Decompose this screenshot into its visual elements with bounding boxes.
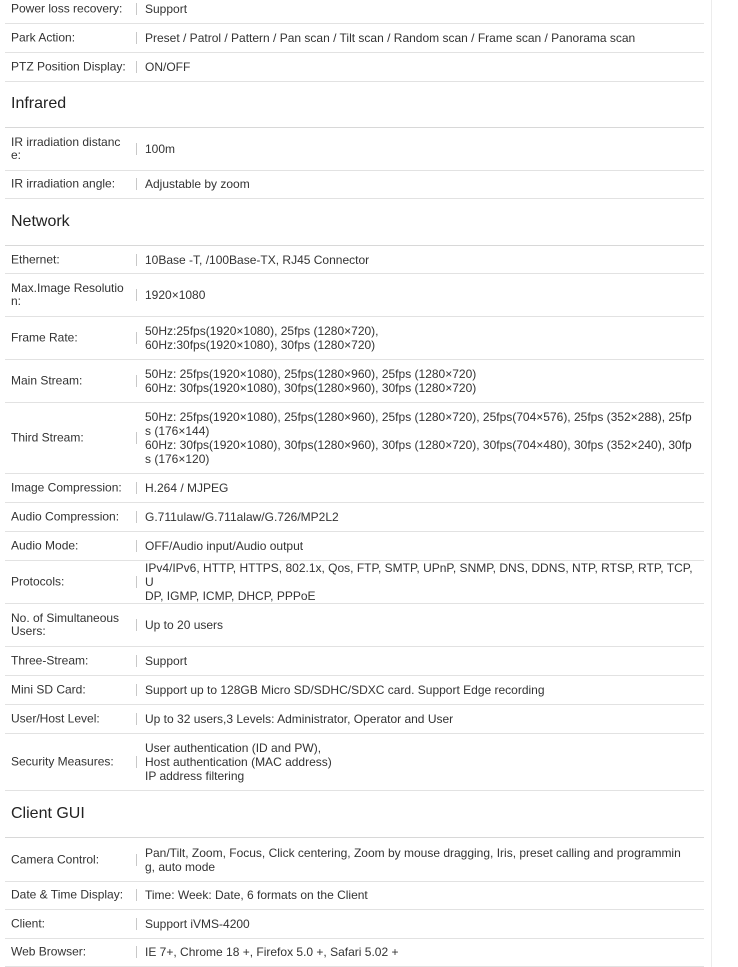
spec-label: Max.Image Resolutio n:: [11, 280, 124, 308]
column-divider: [136, 655, 137, 667]
spec-row: [5, 704, 704, 734]
column-divider: [136, 889, 137, 901]
column-divider: [136, 3, 137, 15]
column-divider: [136, 918, 137, 930]
spec-label: Main Stream:: [11, 373, 83, 387]
spec-label: Audio Compression:: [11, 509, 120, 523]
spec-row: [5, 733, 704, 791]
column-divider: [136, 854, 137, 866]
spec-row: [5, 560, 704, 604]
spec-value: 1920×1080: [145, 287, 206, 302]
spec-row: [5, 52, 704, 82]
spec-label: Security Measures:: [11, 754, 114, 768]
column-divider: [136, 178, 137, 190]
spec-label: Three-Stream:: [11, 653, 89, 667]
spec-row: [5, 838, 704, 882]
column-divider: [136, 254, 137, 266]
column-divider: [136, 684, 137, 696]
spec-row: [5, 246, 704, 274]
spec-label: IR irradiation distanc e:: [11, 135, 121, 162]
spec-label: Mini SD Card:: [11, 682, 86, 696]
spec-row: [5, 170, 704, 199]
spec-row: [5, 531, 704, 561]
spec-label: Third Stream:: [11, 430, 84, 444]
spec-label: Park Action:: [11, 30, 76, 44]
spec-label: Frame Rate:: [11, 330, 78, 344]
spec-label: Client:: [11, 916, 46, 930]
spec-row: [5, 402, 704, 474]
section-title-network: Network: [11, 213, 70, 230]
column-divider: [136, 32, 137, 44]
spec-row: [5, 128, 704, 171]
spec-label: No. of Simultaneous Users:: [11, 610, 120, 638]
spec-value: Support iVMS-4200: [145, 916, 250, 931]
spec-value: 10Base -T, /100Base-TX, RJ45 Connector: [145, 252, 370, 267]
column-divider: [136, 713, 137, 725]
column-divider: [136, 576, 137, 588]
spec-value: G.711ulaw/G.711alaw/G.726/MP2L2: [145, 509, 339, 524]
spec-row: [5, 909, 704, 939]
spec-value: ON/OFF: [145, 59, 191, 74]
spec-value: Pan/Tilt, Zoom, Focus, Click centering, Zoom by mouse dragging, Iris, preset calling and programmin g, auto mode: [145, 845, 681, 874]
spec-row: [5, 473, 704, 503]
spec-value: 50Hz: 25fps(1920×1080), 25fps(1280×960), 25fps (1280×720), 25fps(704×576), 25fps (352×288), 25fp s (176×144) 60Hz: 30fps(1920×1080), 30fps(1280×960), 30fps (1280×720), 30fps(704×480), 30fps (352×240), 30fp s (176×120): [145, 409, 692, 466]
spec-row: [5, 675, 704, 705]
column-divider: [136, 511, 137, 523]
spec-label: Date & Time Display:: [11, 887, 124, 902]
spec-label: Audio Mode:: [11, 538, 79, 552]
spec-row: [5, 0, 704, 24]
spec-row: [5, 603, 704, 647]
spec-row: [5, 938, 704, 967]
column-divider: [136, 143, 137, 155]
spec-row: [5, 316, 704, 360]
column-divider: [136, 540, 137, 552]
spec-label: Web Browser:: [11, 944, 87, 959]
spec-row: [5, 359, 704, 403]
spec-value: IPv4/IPv6, HTTP, HTTPS, 802.1x, Qos, FTP, SMTP, UPnP, SNMP, DNS, DDNS, NTP, RTSP, RTP, TCP, U DP, IGMP, ICMP, DHCP, PPPoE: [145, 560, 693, 603]
spec-label: User/Host Level:: [11, 711, 100, 725]
spec-value: 50Hz:25fps(1920×1080), 25fps (1280×720), 60Hz:30fps(1920×1080), 30fps (1280×720): [145, 323, 379, 352]
column-divider: [136, 332, 137, 344]
spec-row: [5, 646, 704, 676]
spec-value: OFF/Audio input/Audio output: [145, 538, 304, 553]
spec-label: Power loss recovery:: [11, 1, 123, 16]
spec-value: Support up to 128GB Micro SD/SDHC/SDXC card. Support Edge recording: [145, 682, 545, 697]
spec-label: Ethernet:: [11, 252, 60, 266]
spec-value: IE 7+, Chrome 18 +, Firefox 5.0 +, Safari 5.02 +: [145, 945, 399, 959]
spec-label: Image Compression:: [11, 480, 122, 494]
spec-label: Camera Control:: [11, 852, 100, 866]
column-divider: [136, 619, 137, 631]
column-divider: [136, 756, 137, 768]
section-title-client-gui: Client GUI: [11, 805, 85, 822]
spec-row: [5, 881, 704, 910]
column-divider: [136, 482, 137, 494]
column-divider: [136, 375, 137, 387]
spec-label: PTZ Position Display:: [11, 59, 126, 73]
column-divider: [136, 432, 137, 444]
spec-value: Preset / Patrol / Pattern / Pan scan / Tilt scan / Random scan / Frame scan / Panorama scan: [145, 30, 636, 45]
spec-label: Protocols:: [11, 574, 65, 588]
column-divider: [136, 289, 137, 301]
spec-label: IR irradiation angle:: [11, 176, 116, 191]
spec-row: [5, 502, 704, 532]
spec-value: User authentication (ID and PW), Host authentication (MAC address) IP address filtering: [145, 740, 332, 783]
spec-row: [5, 23, 704, 53]
column-divider: [136, 946, 137, 958]
section-title-infrared: Infrared: [11, 95, 67, 112]
spec-value: 100m: [145, 142, 176, 156]
spec-value: Time: Week: Date, 6 formats on the Client: [145, 888, 368, 902]
spec-value: 50Hz: 25fps(1920×1080), 25fps(1280×960), 25fps (1280×720) 60Hz: 30fps(1920×1080), 30fps(1280×960), 30fps (1280×720): [145, 366, 477, 395]
spec-value: Support: [145, 653, 188, 668]
spec-value: Up to 32 users,3 Levels: Administrator, Operator and User: [145, 711, 454, 726]
spec-value: Adjustable by zoom: [145, 177, 250, 191]
spec-row: [5, 273, 704, 317]
spec-value: Up to 20 users: [145, 617, 224, 632]
spec-value: H.264 / MJPEG: [145, 480, 229, 495]
column-divider: [136, 61, 137, 73]
spec-value: Support: [145, 2, 188, 16]
